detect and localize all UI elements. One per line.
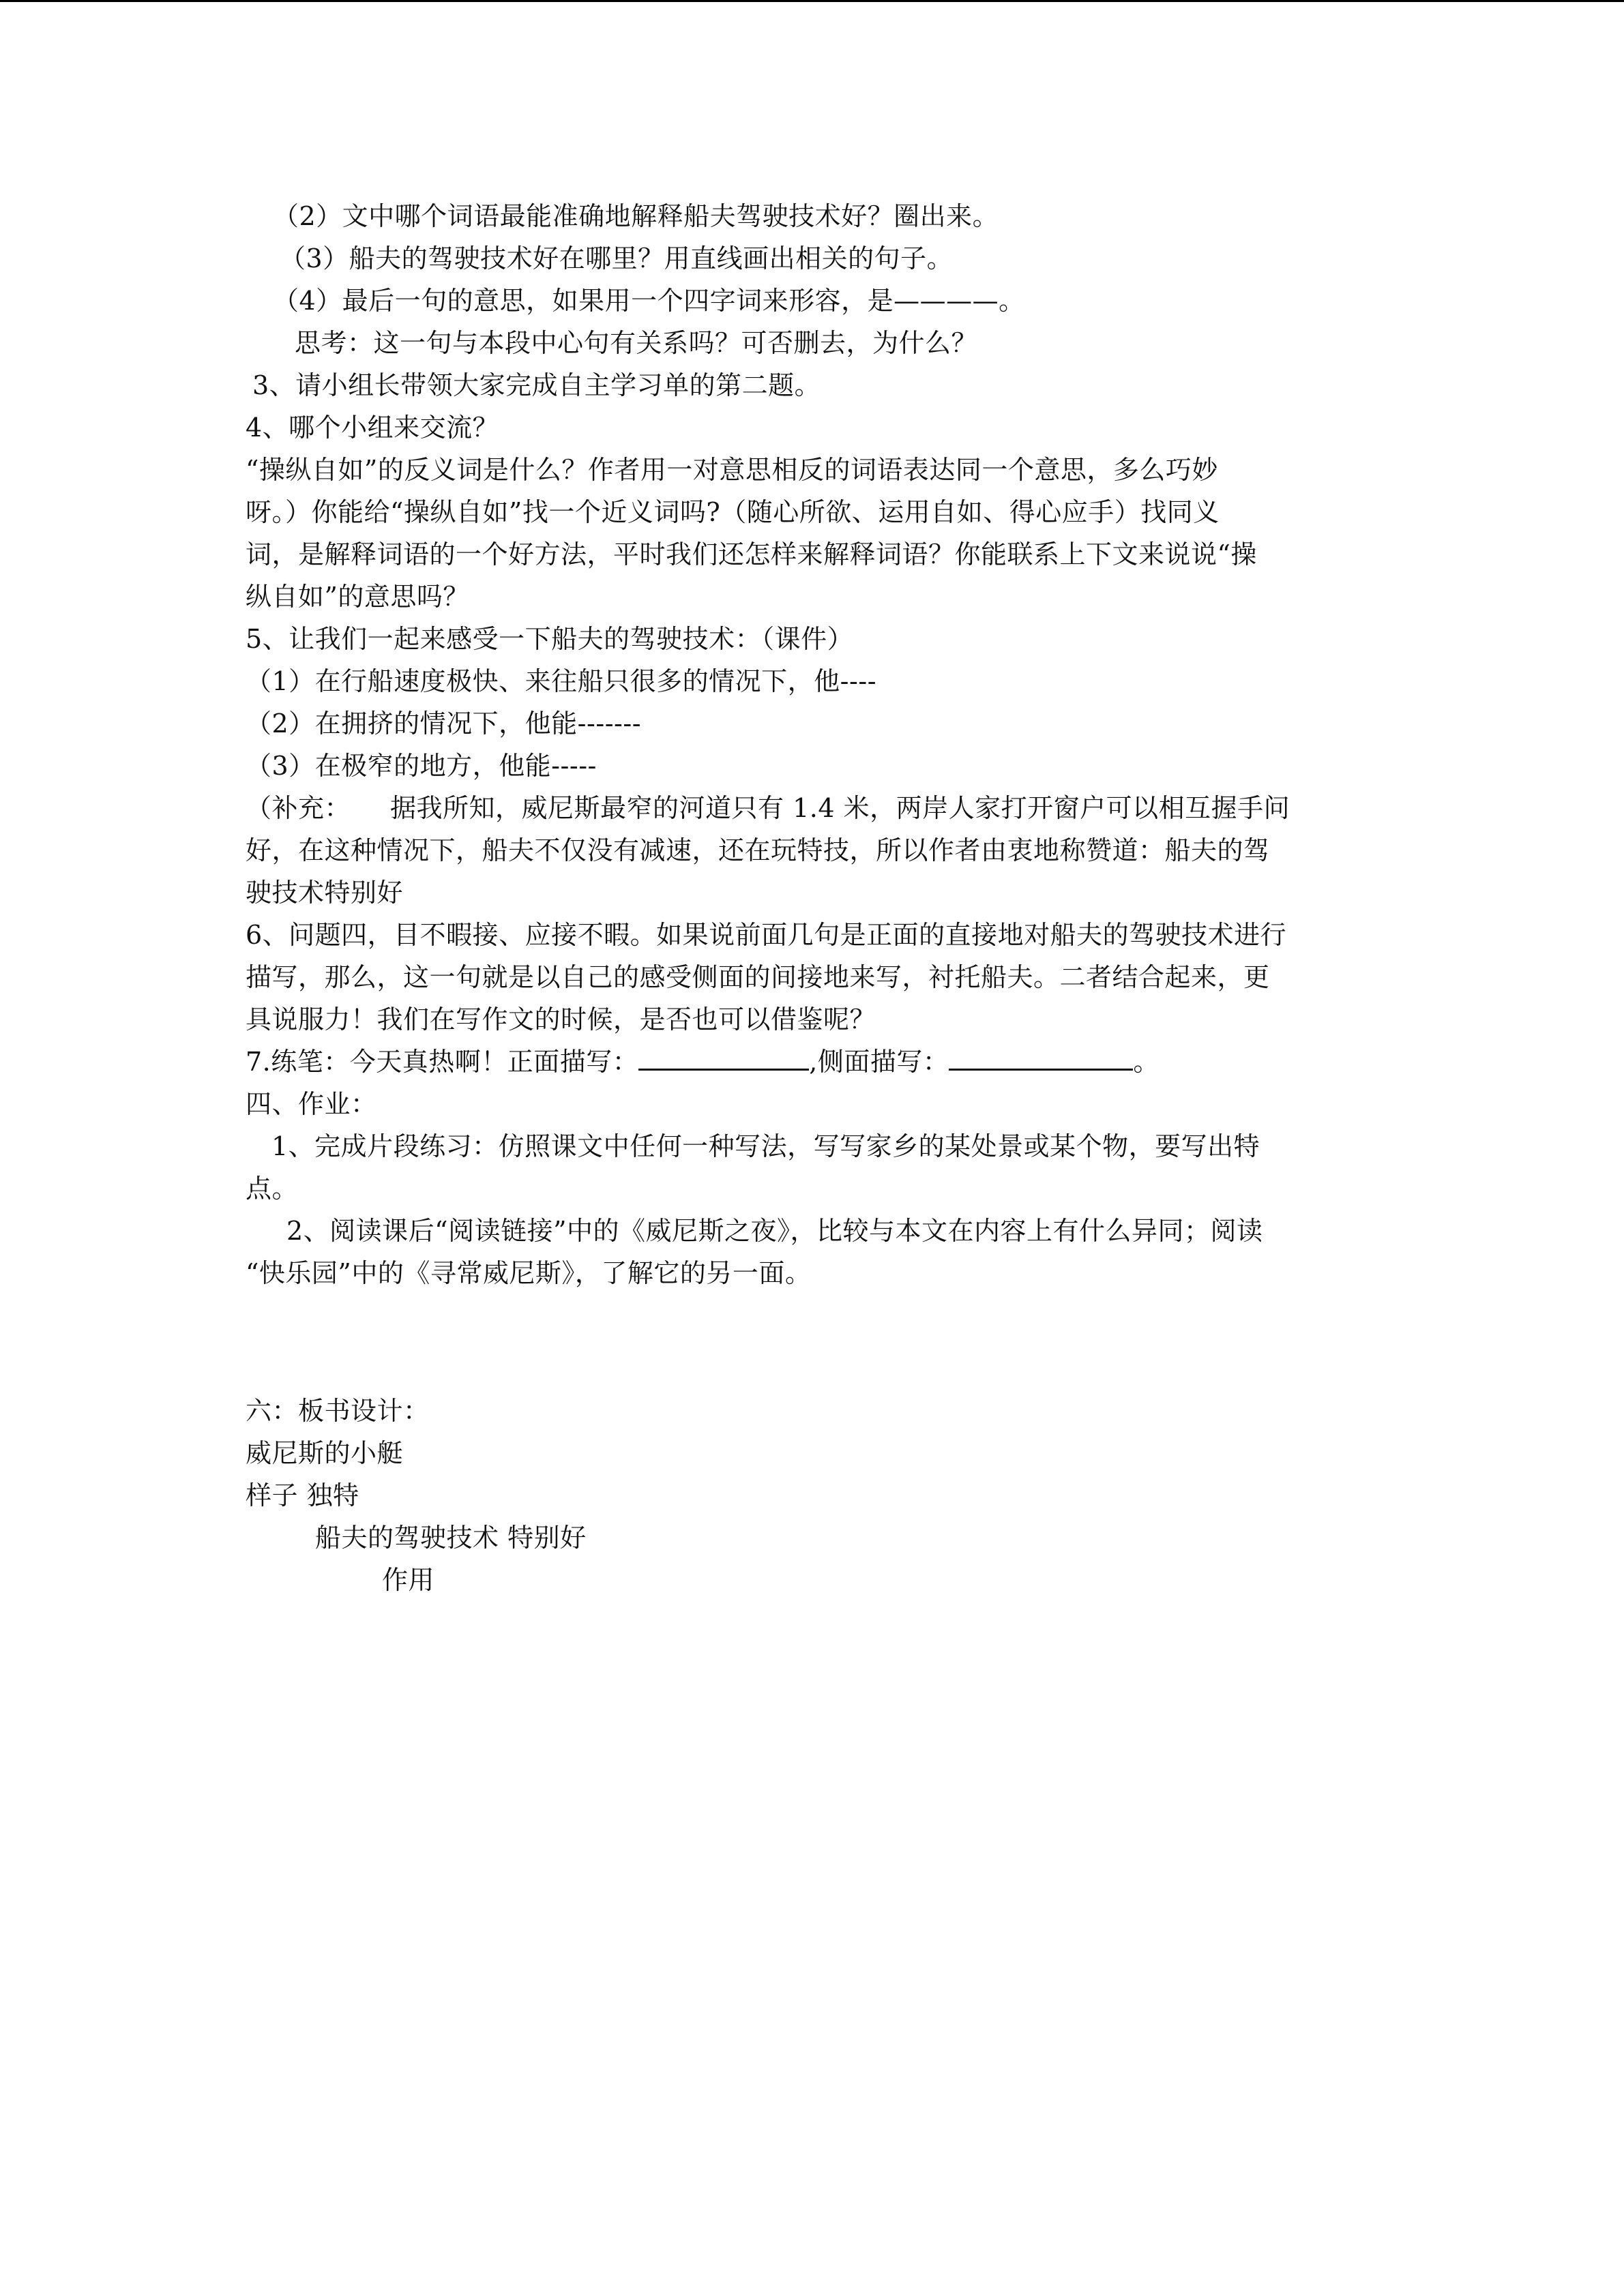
- page-top-border: [0, 0, 1624, 2]
- question-4: （4）最后一句的意思，如果用一个四字词来形容，是————。: [273, 286, 1025, 316]
- practice-prefix: 7.练笔：今天真热啊！正面描写：: [246, 1047, 639, 1077]
- board-row-appearance: 样子 独特: [246, 1480, 359, 1510]
- supplement-line-1: （补充： 据我所知，威尼斯最窄的河道只有 1.4 米，两岸人家打开窗户可以相互握手问: [246, 793, 1290, 823]
- paragraph-antonym-line-4: 纵自如”的意思吗？: [246, 582, 469, 612]
- front-description-blank: [638, 1045, 809, 1071]
- paragraph-antonym-line-3: 词，是解释词语的一个好方法，平时我们还怎样来解释词语？你能联系上下文来说说“操: [246, 539, 1257, 569]
- step-6-line-3: 具说服力！我们在写作文的时候，是否也可以借鉴呢？: [246, 1004, 876, 1034]
- practice-writing: [246, 1045, 1160, 1079]
- paragraph-antonym-line-1: “操纵自如”的反义词是什么？作者用一对意思相反的词语表达同一个意思，多么巧妙: [246, 455, 1218, 485]
- question-2: （2）文中哪个词语最能准确地解释船夫驾驶技术好？圈出来。: [273, 201, 999, 231]
- homework-heading: 四、作业：: [246, 1089, 377, 1119]
- homework-item-1-line-1: 1、完成片段练习：仿照课文中任何一种写法，写写家乡的某处景或某个物，要写出特: [271, 1131, 1260, 1161]
- question-3: （3）船夫的驾驶技术好在哪里？用直线画出相关的句子。: [280, 243, 954, 273]
- step-6-line-1: 6、问题四，目不暇接、应接不暇。如果说前面几句是正面的直接地对船夫的驾驶技术进行: [246, 920, 1287, 950]
- practice-middle: ,侧面描写：: [809, 1047, 949, 1077]
- board-row-function: 作用: [382, 1565, 435, 1595]
- board-title: 威尼斯的小艇: [246, 1438, 404, 1468]
- side-description-blank: [949, 1045, 1133, 1071]
- step-5-item-3: （3）在极窄的地方，他能-----: [246, 751, 597, 781]
- step-5: 5、让我们一起来感受一下船夫的驾驶技术：（课件）: [246, 624, 854, 654]
- step-6-line-2: 描写，那么，这一句就是以自己的感受侧面的间接地来写，衬托船夫。二者结合起来，更: [246, 962, 1270, 992]
- step-5-item-1: （1）在行船速度极快、来往船只很多的情况下，他----: [246, 666, 877, 696]
- paragraph-antonym-line-2: 呀。）你能给“操纵自如”找一个近义词吗?（随心所欲、运用自如、得心应手）找同义: [246, 497, 1220, 527]
- think-question: 思考：这一句与本段中心句有关系吗？可否删去，为什么？: [295, 328, 978, 358]
- step-5-item-2: （2）在拥挤的情况下，他能-------: [246, 709, 642, 739]
- homework-item-2-line-2: “快乐园”中的《寻常威尼斯》，了解它的另一面。: [246, 1258, 812, 1288]
- supplement-line-2: 好，在这种情况下，船夫不仅没有减速，还在玩特技，所以作者由衷地称赞道：船夫的驾: [246, 835, 1270, 865]
- board-row-boatman-skill: 船夫的驾驶技术 特别好: [315, 1523, 587, 1553]
- homework-item-2-line-1: 2、阅读课后“阅读链接”中的《威尼斯之夜》，比较与本文在内容上有什么异同；阅读: [286, 1216, 1263, 1246]
- homework-item-1-line-2: 点。: [246, 1174, 299, 1204]
- board-design-heading: 六：板书设计：: [246, 1396, 430, 1426]
- supplement-line-3: 驶技术特别好: [246, 878, 404, 908]
- practice-suffix: 。: [1133, 1047, 1160, 1077]
- step-3: 3、请小组长带领大家完成自主学习单的第二题。: [252, 370, 821, 400]
- step-4: 4、哪个小组来交流？: [246, 413, 499, 443]
